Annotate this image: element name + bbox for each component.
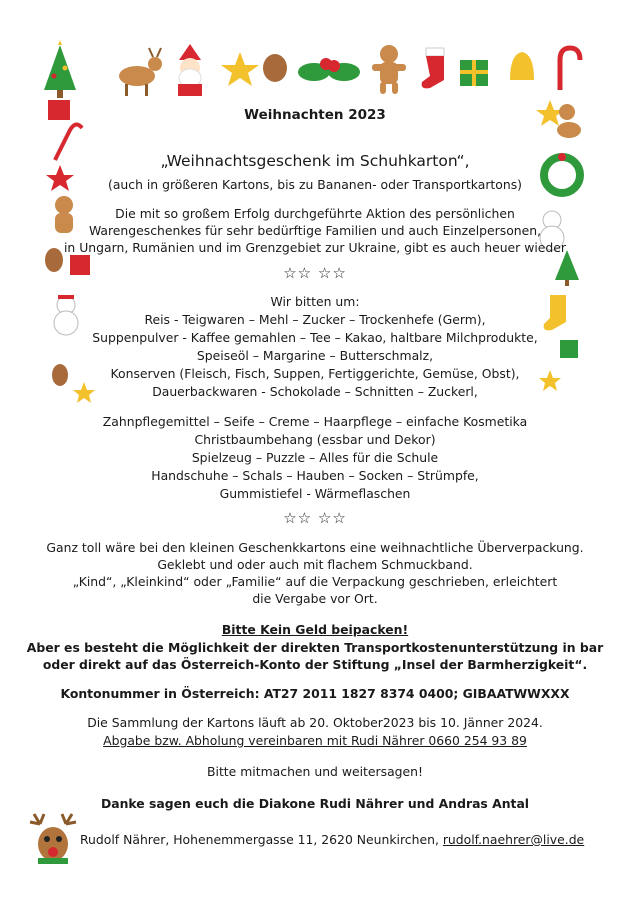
bell-icon (510, 52, 534, 80)
packaging-line: die Vergabe vor Ort. (252, 591, 378, 606)
pinecone-icon (263, 54, 287, 82)
gingerbread-icon (372, 45, 406, 94)
other-item-line: Zahnpflegemittel – Seife – Creme – Haarpflege – einfache Kosmetika (102, 414, 528, 429)
collection-period: Die Sammlung der Kartons läuft ab 20. Oktober2023 bis 10. Jänner 2024. (87, 715, 543, 730)
santa-icon (178, 44, 202, 96)
intro-line: Die mit so großem Erfolg durchgeführte Aktion des persönlichen (115, 206, 515, 221)
other-item-line: Gummistiefel - Wärmeflaschen (219, 486, 411, 501)
christmas-tree-icon (44, 40, 76, 98)
food-item-line: Suppenpulver - Kaffee gemahlen – Tee – Kakao, haltbare Milchprodukte, (92, 330, 538, 345)
thanks-line: Danke sagen euch die Diakone Rudi Nährer und Andras Antal (100, 796, 530, 811)
other-item-line: Spielzeug – Puzzle – Alles für die Schule (191, 450, 439, 465)
campaign-note: (auch in größeren Kartons, bis zu Bananen- oder Transportkartons) (107, 177, 522, 192)
packaging-line: Ganz toll wäre bei den kleinen Geschenkkartons eine weihnachtliche Überverpackung. (46, 540, 584, 555)
intro-line: Warengeschenkes für sehr bedürftige Familien und auch Einzelpersonen, (88, 223, 542, 238)
holly-icon (298, 58, 360, 81)
food-item-line: Reis - Teigwaren – Mehl – Zucker – Trockenhefe (Germ), (144, 312, 486, 327)
candy-cane-icon (560, 48, 580, 90)
intro-line: in Ungarn, Rumänien und im Grenzgebiet zur Ukraine, gibt es auch heuer wieder (63, 240, 566, 255)
request-heading: Wir bitten um: (270, 294, 360, 309)
transport-line: Aber es besteht die Möglichkeit der direkten Transportkostenunterstützung in bar (26, 640, 604, 655)
other-item-line: Handschuhe – Schals – Hauben – Socken – Strümpfe, (151, 468, 479, 483)
other-item-line: Christbaumbehang (essbar und Dekor) (194, 432, 436, 447)
campaign-title: „Weihnachtsgeschenk im Schuhkarton“, (160, 152, 470, 170)
food-item-line: Speiseöl – Margarine – Butterschmalz, (196, 348, 434, 363)
account-number: Kontonummer in Österreich: AT27 2011 1827 8374 0400; GIBAATWWXXX (60, 686, 570, 701)
pickup-contact: Abgabe bzw. Abholung vereinbaren mit Rudi Nährer 0660 254 93 89 (103, 733, 527, 748)
email-link[interactable]: rudolf.naehrer@live.de (442, 832, 585, 847)
food-item-line: Konserven (Fleisch, Fisch, Suppen, Fertiggerichte, Gemüse, Obst), (110, 366, 520, 381)
food-item-line: Dauerbackwaren - Schokolade – Schnitten – Zuckerl, (152, 384, 478, 399)
reindeer-icon (119, 48, 162, 96)
packaging-line: „Kind“, „Kleinkind“ oder „Familie“ auf die Verpackung geschrieben, erleichtert (72, 574, 558, 589)
stocking-icon (422, 48, 444, 88)
share-call: Bitte mitmachen und weitersagen! (207, 764, 423, 779)
star-separator: ☆☆ ☆☆ (283, 264, 347, 282)
gift-icon (460, 60, 488, 86)
page-title: Weihnachten 2023 (244, 107, 386, 123)
christmas-border-top (40, 40, 600, 100)
footer-address: Rudolf Nährer, Hohenemmergasse 11, 2620 Neunkirchen, (80, 832, 443, 847)
star-separator: ☆☆ ☆☆ (283, 509, 347, 527)
transport-line: oder direkt auf das Österreich-Konto der Stiftung „Insel der Barmherzigkeit“. (42, 657, 588, 672)
no-money-notice: Bitte Kein Geld beipacken! (221, 622, 409, 637)
reindeer-face-icon (28, 812, 78, 866)
packaging-line: Geklebt und oder auch mit flachem Schmuckband. (157, 557, 473, 572)
star-icon (221, 52, 259, 86)
footer-contact (80, 832, 584, 847)
